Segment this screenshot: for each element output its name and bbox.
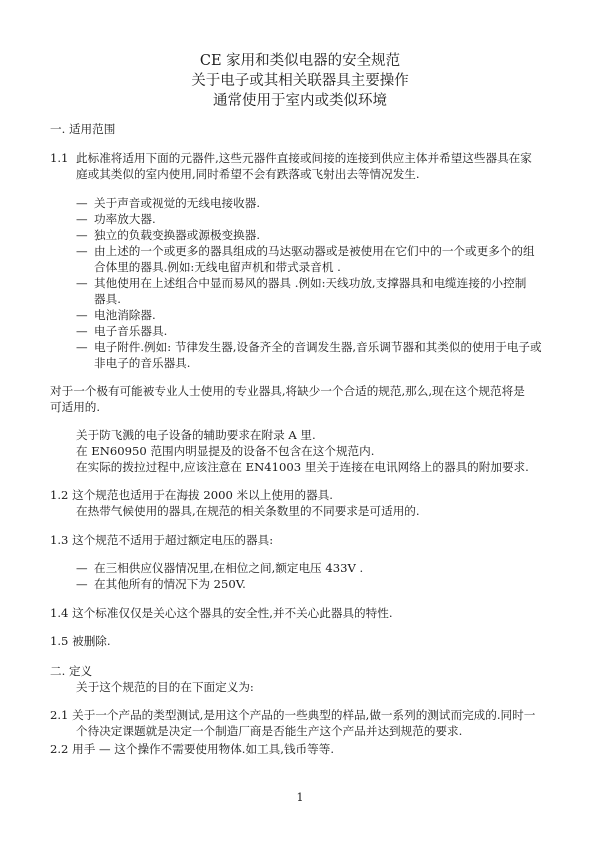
bullet-dash: — bbox=[76, 276, 88, 290]
section-1-heading: 一. 适用范围 bbox=[50, 122, 116, 136]
bullet-dash: — bbox=[76, 308, 88, 322]
bullet-item: 其他使用在上述组合中显而易风的器具 .例如:天线功放,支撑器具和电缆连接的小控制 bbox=[94, 276, 527, 290]
note-line: 在实际的拨拉过程中,应该注意在 EN41003 里关于连接在电讯网络上的器具的附加要求. bbox=[76, 460, 529, 474]
clause-1-1-line-2: 庭或其类似的室内使用,同时希望不会有跌落或飞射出去等情况发生. bbox=[76, 167, 420, 181]
bullet-item: 电子附件.例如: 节律发生器,设备齐全的音调发生器,音乐调节器和其类似的使用于电子或 bbox=[94, 340, 542, 354]
note-line: 在 EN60950 范围内明显提及的设备不包含在这个规范内. bbox=[76, 444, 375, 458]
bullet-dash: — bbox=[76, 340, 88, 354]
section-2-intro: 关于这个规范的目的在下面定义为: bbox=[76, 680, 254, 694]
bullet-item: 关于声音或视觉的无线电接收器. bbox=[94, 196, 260, 210]
bullet-item-continuation: 合体里的器具.例如:无线电留声机和带式录音机 . bbox=[94, 260, 341, 274]
bullet-item: 电子音乐器具. bbox=[94, 324, 168, 338]
clause-number-1-1: 1.1 bbox=[50, 151, 69, 165]
clause-2-1-line-1: 2.1 关于一个产品的类型测试,是用这个产品的一些典型的样品,做一系列的测试而完成的.同时一 bbox=[50, 708, 536, 722]
bullet-item: 功率放大器. bbox=[94, 212, 156, 226]
clause-2-1-line-2: 个待决定课题就是决定一个制造厂商是否能生产这个产品并达到规范的要求. bbox=[76, 724, 463, 738]
bullet-dash: — bbox=[76, 324, 88, 338]
professional-paragraph-line-1: 对于一个极有可能被专业人士使用的专业器具,将缺少一个合适的规范,那么,现在这个规范将是 bbox=[50, 384, 525, 398]
doc-title-line-3: 通常使用于室内或类似环境 bbox=[213, 93, 387, 109]
bullet-dash: — bbox=[76, 212, 88, 226]
bullet-dash: — bbox=[76, 577, 88, 591]
bullet-item-continuation: 非电子的音乐器具. bbox=[94, 356, 191, 370]
clause-1-2-line-1: 1.2 这个规范也适用于在海拔 2000 米以上使用的器具. bbox=[50, 488, 333, 502]
clause-1-3: 1.3 这个规范不适用于超过额定电压的器具: bbox=[50, 533, 274, 547]
bullet-item: 由上述的一个或更多的器具组成的马达驱动器或是被使用在它们中的一个或更多个的组 bbox=[94, 244, 535, 258]
doc-title-line-2: 关于电子或其相关联器具主要操作 bbox=[191, 73, 409, 89]
clause-2-2: 2.2 用手 — 这个操作不需要使用物体.如工具,钱币等等. bbox=[50, 742, 335, 756]
bullet-item: 独立的负载变换器或源极变换器. bbox=[94, 228, 260, 242]
clause-1-3-item: 在其他所有的情况下为 250V. bbox=[94, 577, 246, 591]
note-line: 关于防飞溅的电子设备的辅助要求在附录 A 里. bbox=[76, 428, 316, 442]
bullet-item-continuation: 器具. bbox=[94, 292, 121, 306]
bullet-dash: — bbox=[76, 561, 88, 575]
clause-1-4: 1.4 这个标准仅仅是关心这个器具的安全性,并不关心此器具的特性. bbox=[50, 606, 393, 620]
clause-1-3-item: 在三相供应仪器情况里,在相位之间,额定电压 433V . bbox=[94, 561, 364, 575]
doc-title-line-1: CE 家用和类似电器的安全规范 bbox=[199, 53, 401, 69]
bullet-item: 电池消除器. bbox=[94, 308, 156, 322]
bullet-dash: — bbox=[76, 228, 88, 242]
clause-1-2-line-2: 在热带气候使用的器具,在规范的相关条数里的不同要求是可适用的. bbox=[76, 504, 420, 518]
clause-1-5: 1.5 被删除. bbox=[50, 634, 111, 648]
page-number: 1 bbox=[296, 791, 304, 804]
professional-paragraph-line-2: 可适用的. bbox=[50, 400, 101, 414]
section-2-heading: 二. 定义 bbox=[50, 664, 93, 678]
bullet-dash: — bbox=[76, 244, 88, 258]
clause-1-1-line-1: 此标准将适用下面的元器件,这些元器件直接或间接的连接到供应主体并希望这些器具在家 bbox=[76, 151, 532, 165]
bullet-dash: — bbox=[76, 196, 88, 210]
